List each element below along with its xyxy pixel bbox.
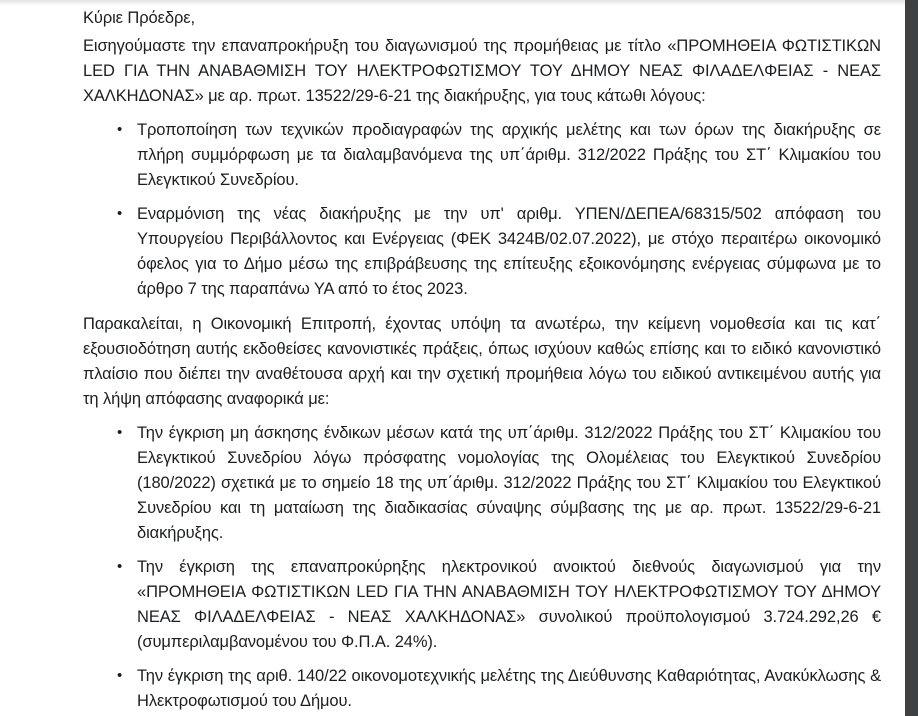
bullet-icon: • — [117, 121, 123, 138]
reasons-list — [83, 118, 881, 302]
list-item-text: Εναρμόνιση της νέας διακήρυξης με την υπ' αριθμ. ΥΠΕΝ/ΔΕΠΕΑ/68315/502 απόφαση του Υπουργείου Περιβάλλοντος και Ενέργειας (ΦΕΚ 3424Β/02.07.2022), με στόχο περαιτέρω οικονομικό όφελος για το Δήμο μέσω της επιβράβευσης της επίτευξης εξοικονόμησης ενέργειας σύμφωνα με το άρθρο 7 της παραπάνω ΥΑ από το έτος 2023. — [137, 205, 881, 298]
bullet-icon: • — [117, 558, 123, 575]
list-item — [83, 555, 881, 655]
bullet-icon: • — [117, 205, 123, 222]
bullet-icon: • — [117, 667, 123, 684]
bullet-icon: • — [117, 424, 123, 441]
viewer-background-strip — [905, 0, 918, 716]
document-page-content — [83, 6, 881, 716]
list-item — [83, 118, 881, 193]
list-item-text: Την έγκριση της επαναπροκύρηξης ηλεκτρονικού ανοικτού διεθνούς διαγωνισμού για την «ΠΡΟΜΗΘΕΙΑ ΦΩΤΙΣΤΙΚΩΝ LED ΓΙΑ ΤΗΝ ΑΝΑΒΑΘΜΙΣΗ ΤΟΥ ΗΛΕΚΤΡΟΦΩΤΙΣΜΟΥ ΤΟΥ ΔΗΜΟΥ ΝΕΑΣ ΦΙΛΑΔΕΛΦΕΙΑΣ - ΝΕΑΣ ΧΑΛΚΗΔΟΝΑΣ» συνολικού προϋπολογισμού 3.724.292,26 € (συμπεριλαμβανομένου του Φ.Π.Α. 24%). — [137, 558, 881, 651]
intro-paragraph: Εισηγούμαστε την επαναπροκήρυξη του διαγωνισμού της προμήθειας με τίτλο «ΠΡΟΜΗΘΕΙΑ ΦΩΤΙΣΤΙΚΩΝ LED ΓΙΑ ΤΗΝ ΑΝΑΒΑΘΜΙΣΗ ΤΟΥ ΗΛΕΚΤΡΟΦΩΤΙΣΜΟΥ ΤΟΥ ΔΗΜΟΥ ΝΕΑΣ ΦΙΛΑΔΕΛΦΕΙΑΣ - ΝΕΑΣ ΧΑΛΚΗΔΟΝΑΣ» με αρ. πρωτ. 13522/29-6-21 της διακήρυξης, για τους κάτωθι λόγους: — [83, 37, 881, 105]
list-item — [83, 421, 881, 546]
request-paragraph: Παρακαλείται, η Οικονομική Επιτροπή, έχοντας υπόψη τα ανωτέρω, την κείμενη νομοθεσία και τις κατ΄ εξουσιοδότηση αυτής εκδοθείσες κανονιστικές πράξεις, όπως ισχύουν καθώς επίσης και το ειδικό κανονιστικό πλαίσιο που διέπει την αναθέτουσα αρχή και την σχετική προμήθεια λόγω του ειδικού αντικειμένου αυτής για τη λήψη απόφασης αναφορικά με: — [83, 315, 881, 408]
greeting-line: Κύριε Πρόεδρε, — [83, 9, 195, 27]
approvals-list — [83, 421, 881, 714]
list-item-text: Την έγκριση της αριθ. 140/22 οικονομοτεχνικής μελέτης της Διεύθυνσης Καθαριότητας, Ανακύκλωσης & Ηλεκτροφωτισμού του Δήμου. — [137, 667, 881, 710]
list-item-text: Τροποποίηση των τεχνικών προδιαγραφών της αρχικής μελέτης και των όρων της διακήρυξης σε πλήρη συμμόρφωση με τα διαλαμβανόμενα της υπ΄άριθμ. 312/2022 Πράξης του ΣΤ΄ Κλιμακίου του Ελεγκτικού Συνεδρίου. — [137, 121, 881, 189]
list-item — [83, 202, 881, 302]
list-item — [83, 664, 881, 714]
list-item-text: Την έγκριση μη άσκησης ένδικων μέσων κατά της υπ΄άριθμ. 312/2022 Πράξης του ΣΤ΄ Κλιμακίου του Ελεγκτικού Συνεδρίου λόγω πρόσφατης νομολογίας της Ολομέλειας του Ελεγκτικού Συνεδρίου (180/2022) σχετικά με το σημείο 18 της υπ΄άριθμ. 312/2022 Πράξης του ΣΤ΄ Κλιμακίου του Ελεγκτικού Συνεδρίου και τη ματαίωση της διαδικασίας σύναψης σύμβασης της με αρ. πρωτ. 13522/29-6-21 διακήρυξης. — [137, 424, 881, 542]
